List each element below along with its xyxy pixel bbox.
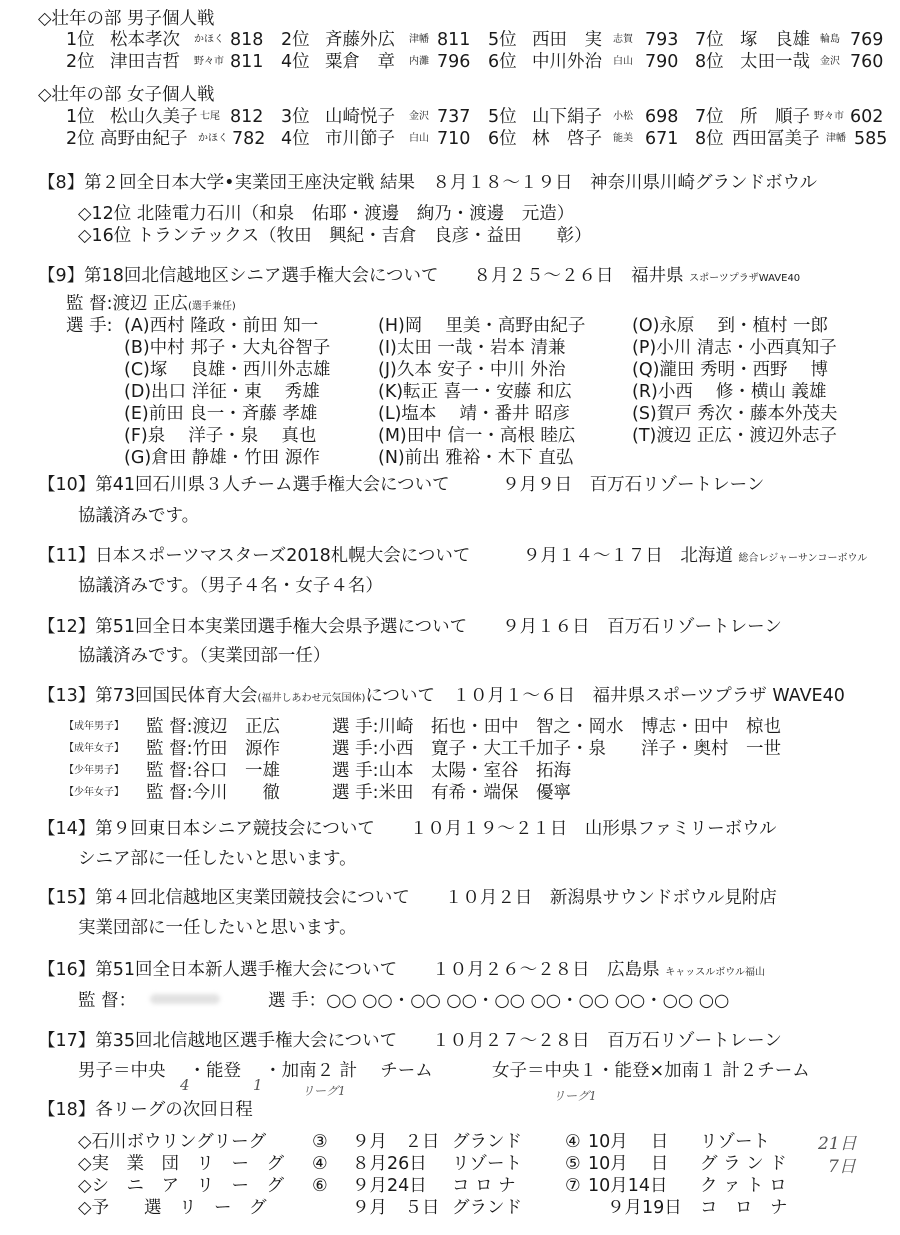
- item-body: 協議済みです。（実業団部一任）: [78, 646, 331, 666]
- team-pair: (D)出口 洋征・東 秀雄: [124, 382, 320, 402]
- coach-line: 監 督：: [78, 991, 137, 1011]
- redacted-name: [142, 986, 232, 1010]
- team-pair: (K)転正 喜一・安藤 和広: [378, 382, 572, 402]
- item-title: 【17】第35回北信越地区選手権大会について １０月２７～２８日 百万石リゾートレーン: [38, 1031, 782, 1051]
- team-pair: (A)西村 隆政・前田 知一: [124, 316, 319, 336]
- team-pair: (R)小西 修・横山 義雄: [632, 382, 827, 402]
- rank: 1位: [66, 107, 95, 127]
- item-body: 協議済みです。（男子４名・女子４名）: [78, 576, 383, 596]
- player-name: 松本孝次: [110, 30, 180, 50]
- club: 金沢: [820, 56, 840, 67]
- league-name: ◇予 選 リ ー グ: [78, 1198, 267, 1218]
- item-title: [38, 685, 845, 710]
- handwritten-note: リーグ1: [302, 1084, 346, 1098]
- section-header: ◇壮年の部 女子個人戦: [38, 85, 215, 105]
- rank: 6位: [488, 129, 517, 149]
- club: 能美: [613, 133, 633, 144]
- item-title: 【15】第４回北信越地区実業団競技会について １０月２日 新潟県サウンドボウル見附店: [38, 888, 777, 908]
- round: ④: [565, 1132, 581, 1152]
- category-tag: 【少年男子】: [64, 765, 124, 776]
- score: 782: [232, 129, 266, 149]
- date: ８月26日: [352, 1154, 427, 1174]
- player-name: 林 啓子: [532, 129, 602, 149]
- item-title-text: 【9】第18回北信越地区シニア選手権大会について ８月２５～２６日 福井県: [38, 266, 684, 286]
- date: 10月 日: [588, 1154, 669, 1174]
- venue: グ ラ ン ド: [700, 1154, 787, 1174]
- coach-label: 監 督:: [66, 294, 113, 314]
- club: 白山: [409, 133, 429, 144]
- score: 811: [437, 30, 471, 50]
- score: 793: [645, 30, 679, 50]
- venue: リゾート: [452, 1154, 522, 1174]
- handwritten-note: リーグ1: [553, 1089, 597, 1103]
- players: 選 手:山本 太陽・室谷 拓海: [332, 761, 571, 781]
- round: ③: [312, 1132, 328, 1152]
- item-title: 【18】各リーグの次回日程: [38, 1100, 253, 1120]
- player-name: 松山久美子: [110, 107, 198, 127]
- team-pair: (O)永原 到・植村 一郎: [632, 316, 829, 336]
- club: 内灘: [409, 56, 429, 67]
- date: ９月24日: [352, 1176, 427, 1196]
- rank: 2位: [66, 129, 95, 149]
- item-title-text: について １０月１～６日 福井県スポーツプラザ WAVE40: [365, 686, 845, 706]
- venue: コ ロ ナ: [452, 1176, 516, 1196]
- player-name: 中川外治: [532, 52, 602, 72]
- handwritten-note: 1: [253, 1076, 263, 1094]
- date: ９月 ２日: [352, 1132, 440, 1152]
- team-pair: (B)中村 邦子・大丸谷智子: [124, 338, 331, 358]
- club: 野々市: [194, 56, 224, 67]
- player-name: 高野由紀子: [100, 129, 188, 149]
- coach-name: 渡辺 正広: [112, 294, 189, 314]
- item-body: 実業団部に一任したいと思います。: [78, 918, 357, 938]
- coach: 監 督:渡辺 正広: [146, 717, 280, 737]
- team-pair: (L)塩本 靖・番井 昭彦: [378, 404, 571, 424]
- team-pair: (F)泉 洋子・泉 真也: [124, 426, 317, 446]
- round: ⑥: [312, 1176, 328, 1196]
- score: 769: [850, 30, 884, 50]
- club: 津幡: [409, 34, 429, 45]
- item-title: 【8】第２回全日本大学•実業団王座決定戦 結果 ８月１８～１９日 神奈川県川崎グランドボウル: [38, 173, 817, 193]
- item-title-text: 【13】第73回国民体育大会: [38, 686, 258, 706]
- club: かほく: [198, 133, 228, 144]
- score: 790: [645, 52, 679, 72]
- team-pair: (N)前出 雅裕・木下 直弘: [378, 448, 574, 468]
- club: かほく: [194, 34, 224, 45]
- venue: コ ロ ナ: [700, 1198, 788, 1218]
- coach-note: (選手兼任): [188, 301, 236, 312]
- league-name: ◇石川ボウリングリーグ: [78, 1132, 267, 1152]
- item-title: [38, 959, 765, 984]
- item-body: 女子＝中央１・能登×加南１ 計２チーム: [492, 1061, 810, 1081]
- round: ⑤: [565, 1154, 581, 1174]
- venue: リゾート: [700, 1132, 770, 1152]
- handwritten-note: 4: [180, 1076, 190, 1094]
- league-name: ◇シ ニ ア リ ー グ: [78, 1176, 284, 1196]
- item-body: 協議済みです。: [78, 506, 200, 526]
- score: 698: [645, 107, 679, 127]
- player-name: 西田 実: [532, 30, 602, 50]
- title-small: (福井しあわせ元気国体): [257, 693, 366, 704]
- handwritten-note: 21日: [818, 1134, 857, 1154]
- rank: 7位: [695, 107, 724, 127]
- club: 野々市: [814, 111, 844, 122]
- item-line: ◇12位 北陸電力石川（和泉 佑耶・渡邊 絢乃・渡邊 元造）: [78, 204, 575, 224]
- item-title: 【12】第51回全日本実業団選手権大会県予選について ９月１６日 百万石リゾートレーン: [38, 617, 782, 637]
- item-title: 【10】第41回石川県３人チーム選手権大会について ９月９日 百万石リゾートレーン: [38, 475, 765, 495]
- venue: ク ァ ト ロ: [700, 1176, 787, 1196]
- rank: 2位: [281, 30, 310, 50]
- coach: 監 督:今川 徹: [146, 783, 280, 803]
- player-name: 津田吉哲: [110, 52, 180, 72]
- score: 760: [850, 52, 884, 72]
- players-label: 選 手:: [66, 316, 113, 336]
- date: ９月19日: [607, 1198, 682, 1218]
- player-name: 粟倉 章: [325, 52, 395, 72]
- rank: 4位: [281, 129, 310, 149]
- rank: 8位: [695, 52, 724, 72]
- player-name: 市川節子: [325, 129, 395, 149]
- item-title-text: 【16】第51回全日本新人選手権大会について １０月２６～２８日 広島県: [38, 960, 660, 980]
- players: 選 手:小西 寛子・大工千加子・泉 洋子・奥村 一世: [332, 739, 781, 759]
- rank: 3位: [281, 107, 310, 127]
- item-title: [38, 545, 867, 570]
- rank: 1位: [66, 30, 95, 50]
- date: 10月14日: [588, 1176, 668, 1196]
- team-pair: (E)前田 良一・斉藤 孝雄: [124, 404, 318, 424]
- team-pair: (I)太田 一哉・岩本 清兼: [378, 338, 566, 358]
- player-name: 斉藤外広: [325, 30, 395, 50]
- coach: 監 督:谷口 一雄: [146, 761, 280, 781]
- team-pair: (J)久本 安子・中川 外治: [378, 360, 566, 380]
- venue: グランド: [452, 1132, 522, 1152]
- item-body: 男子＝中央 ・能登 ・加南２ 計 チーム: [78, 1061, 433, 1081]
- rank: 6位: [488, 52, 517, 72]
- club: 白山: [613, 56, 633, 67]
- venue-small: 総合レジャーサンコーボウル: [738, 553, 868, 564]
- date: ９月 ５日: [352, 1198, 440, 1218]
- category-tag: 【成年女子】: [64, 743, 124, 754]
- venue-small: スポーツプラザWAVE40: [689, 273, 801, 284]
- players-line: 選 手：○○ ○○・○○ ○○・○○ ○○・○○ ○○・○○ ○○: [268, 991, 730, 1011]
- player-name: 太田一哉: [740, 52, 810, 72]
- score: 796: [437, 52, 471, 72]
- team-pair: (P)小川 清志・小西真知子: [632, 338, 837, 358]
- score: 818: [230, 30, 264, 50]
- item-title: 【14】第９回東日本シニア競技会について １０月１９～２１日 山形県ファミリーボウル: [38, 819, 777, 839]
- venue: グランド: [452, 1198, 522, 1218]
- score: 602: [850, 107, 884, 127]
- round: ⑦: [565, 1176, 581, 1196]
- coach: 監 督:竹田 源作: [146, 739, 280, 759]
- team-pair: (G)倉田 静雄・竹田 源作: [124, 448, 320, 468]
- team-pair: (T)渡辺 正広・渡辺外志子: [632, 426, 837, 446]
- team-pair: (S)賀戸 秀次・藤本外茂夫: [632, 404, 838, 424]
- score: 671: [645, 129, 679, 149]
- team-pair: (Q)瀧田 秀明・西野 博: [632, 360, 829, 380]
- category-tag: 【成年男子】: [64, 721, 124, 732]
- score: 585: [854, 129, 888, 149]
- player-name: 塚 良雄: [740, 30, 810, 50]
- handwritten-note: 7日: [828, 1157, 856, 1177]
- club: 金沢: [409, 111, 429, 122]
- item-title-text: 【11】日本スポーツマスターズ2018札幌大会について ９月１４～１７日 北海道: [38, 546, 733, 566]
- player-name: 山下絹子: [532, 107, 602, 127]
- date: 10月 日: [588, 1132, 669, 1152]
- player-name: 所 順子: [740, 107, 810, 127]
- rank: 8位: [695, 129, 724, 149]
- round: ④: [312, 1154, 328, 1174]
- club: 津幡: [826, 133, 846, 144]
- player-name: 山崎悦子: [325, 107, 395, 127]
- venue-small: キャッスルボウル福山: [665, 967, 765, 978]
- score: 811: [230, 52, 264, 72]
- rank: 7位: [695, 30, 724, 50]
- rank: 4位: [281, 52, 310, 72]
- rank: 5位: [488, 107, 517, 127]
- item-body: シニア部に一任したいと思います。: [78, 849, 357, 869]
- section-header: ◇壮年の部 男子個人戦: [38, 9, 215, 29]
- club: 七尾: [200, 111, 220, 122]
- club: 小松: [613, 111, 633, 122]
- league-name: ◇実 業 団 リ ー グ: [78, 1154, 284, 1174]
- team-pair: (H)岡 里美・高野由紀子: [378, 316, 586, 336]
- players: 選 手:米田 有希・端保 優寧: [332, 783, 571, 803]
- rank: 2位: [66, 52, 95, 72]
- item-title: [38, 265, 800, 290]
- team-pair: (C)塚 良雄・西川外志雄: [124, 360, 331, 380]
- score: 710: [437, 129, 471, 149]
- players: 選 手:川崎 拓也・田中 智之・岡水 博志・田中 椋也: [332, 717, 781, 737]
- score: 737: [437, 107, 471, 127]
- club: 輪島: [820, 34, 840, 45]
- category-tag: 【少年女子】: [64, 787, 124, 798]
- rank: 5位: [488, 30, 517, 50]
- club: 志賀: [613, 34, 633, 45]
- player-name: 西田冨美子: [732, 129, 820, 149]
- score: 812: [230, 107, 264, 127]
- team-pair: (M)田中 信一・高根 睦広: [378, 426, 576, 446]
- item-line: ◇16位 トランテックス（牧田 興紀・吉倉 良彦・益田 彰）: [78, 226, 592, 246]
